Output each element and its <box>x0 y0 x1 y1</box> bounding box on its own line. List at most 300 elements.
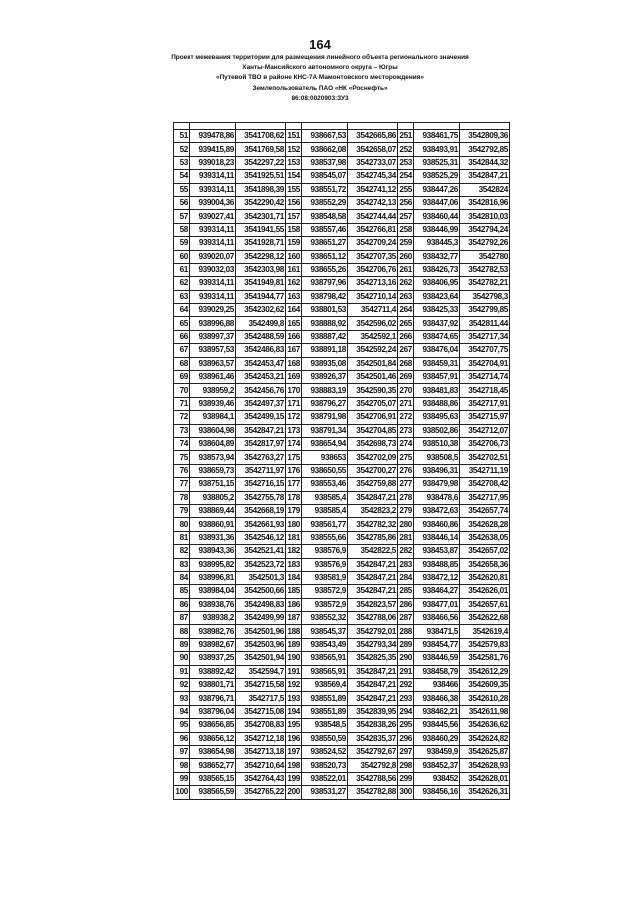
x-coordinate-cell: 938957,53 <box>190 344 236 357</box>
point-number-cell: 61 <box>174 263 190 276</box>
x-coordinate-cell: 938445,3 <box>414 237 460 250</box>
y-coordinate-cell: 3542742,13 <box>348 196 398 209</box>
x-coordinate-cell: 938425,33 <box>414 304 460 317</box>
point-number-cell: 68 <box>174 357 190 370</box>
y-coordinate-cell: 3542624,82 <box>460 732 510 745</box>
x-coordinate-cell: 938576,9 <box>302 558 348 571</box>
point-number-cell: 263 <box>398 290 414 303</box>
table-row <box>174 545 510 558</box>
header-cell <box>460 123 510 130</box>
x-coordinate-cell: 939020,07 <box>190 250 236 263</box>
x-coordinate-cell: 939027,41 <box>190 210 236 223</box>
point-number-cell: 266 <box>398 330 414 343</box>
y-coordinate-cell: 3542499,8 <box>236 317 286 330</box>
point-number-cell: 180 <box>286 518 302 531</box>
x-coordinate-cell: 938495,63 <box>414 411 460 424</box>
y-coordinate-cell: 3542708,83 <box>236 719 286 732</box>
x-coordinate-cell: 938656,12 <box>190 732 236 745</box>
y-coordinate-cell: 3542710,64 <box>236 759 286 772</box>
y-coordinate-cell: 3542594,7 <box>236 665 286 678</box>
x-coordinate-cell: 938537,98 <box>302 156 348 169</box>
point-number-cell: 285 <box>398 585 414 598</box>
y-coordinate-cell: 3542794,24 <box>460 223 510 236</box>
point-number-cell: 55 <box>174 183 190 196</box>
x-coordinate-cell: 938995,82 <box>190 558 236 571</box>
y-coordinate-cell: 3542710,14 <box>348 290 398 303</box>
point-number-cell: 95 <box>174 719 190 732</box>
x-coordinate-cell: 938943,36 <box>190 545 236 558</box>
point-number-cell: 97 <box>174 745 190 758</box>
point-number-cell: 259 <box>398 237 414 250</box>
y-coordinate-cell: 3542824 <box>460 183 510 196</box>
header-line-land-user: Землепользователь ПАО «НК «Роснефть» <box>252 84 388 92</box>
point-number-cell: 157 <box>286 210 302 223</box>
x-coordinate-cell: 938452 <box>414 772 460 785</box>
x-coordinate-cell: 938459,9 <box>414 745 460 758</box>
y-coordinate-cell: 3542622,68 <box>460 612 510 625</box>
y-coordinate-cell: 3542501,46 <box>348 371 398 384</box>
y-coordinate-cell: 3542628,93 <box>460 759 510 772</box>
point-number-cell: 292 <box>398 679 414 692</box>
y-coordinate-cell: 3542822,5 <box>348 545 398 558</box>
x-coordinate-cell: 938651,27 <box>302 237 348 250</box>
y-coordinate-cell: 3542707,75 <box>460 344 510 357</box>
table-row <box>174 598 510 611</box>
point-number-cell: 156 <box>286 196 302 209</box>
point-number-cell: 167 <box>286 344 302 357</box>
point-number-cell: 196 <box>286 732 302 745</box>
x-coordinate-cell: 938550,59 <box>302 732 348 745</box>
point-number-cell: 96 <box>174 732 190 745</box>
x-coordinate-cell: 938472,12 <box>414 571 460 584</box>
point-number-cell: 162 <box>286 277 302 290</box>
point-number-cell: 85 <box>174 585 190 598</box>
point-number-cell: 274 <box>398 437 414 450</box>
point-number-cell: 59 <box>174 237 190 250</box>
x-coordinate-cell: 938892,42 <box>190 665 236 678</box>
y-coordinate-cell: 3542835,37 <box>348 732 398 745</box>
y-coordinate-cell: 3542297,22 <box>236 156 286 169</box>
point-number-cell: 67 <box>174 344 190 357</box>
point-number-cell: 74 <box>174 437 190 450</box>
x-coordinate-cell: 938479,98 <box>414 478 460 491</box>
y-coordinate-cell: 3542847,21 <box>348 679 398 692</box>
x-coordinate-cell: 938667,53 <box>302 130 348 143</box>
y-coordinate-cell: 3542700,27 <box>348 464 398 477</box>
y-coordinate-cell: 3542798,3 <box>460 290 510 303</box>
x-coordinate-cell: 938502,86 <box>414 424 460 437</box>
x-coordinate-cell: 939314,11 <box>190 183 236 196</box>
x-coordinate-cell: 938961,46 <box>190 371 236 384</box>
table-row <box>174 518 510 531</box>
point-number-cell: 175 <box>286 451 302 464</box>
y-coordinate-cell: 3542745,34 <box>348 170 398 183</box>
header-line-object: «Путевой ТВО в районе КНС-7А Мамонтовского месторождения» <box>215 74 424 82</box>
y-coordinate-cell: 3542825,35 <box>348 652 398 665</box>
x-coordinate-cell: 938565,59 <box>190 786 236 799</box>
y-coordinate-cell: 3542793,34 <box>348 638 398 651</box>
point-number-cell: 56 <box>174 196 190 209</box>
point-number-cell: 84 <box>174 571 190 584</box>
y-coordinate-cell: 3542592,1 <box>348 330 398 343</box>
x-coordinate-cell: 938458,79 <box>414 665 460 678</box>
x-coordinate-cell: 938446,59 <box>414 652 460 665</box>
point-number-cell: 289 <box>398 638 414 651</box>
y-coordinate-cell: 3542668,19 <box>236 504 286 517</box>
y-coordinate-cell: 3542456,76 <box>236 384 286 397</box>
point-number-cell: 87 <box>174 612 190 625</box>
table-row <box>174 344 510 357</box>
y-coordinate-cell: 3542839,95 <box>348 705 398 718</box>
x-coordinate-cell: 938984,1 <box>190 411 236 424</box>
x-coordinate-cell: 938565,15 <box>190 772 236 785</box>
x-coordinate-cell: 938572,9 <box>302 585 348 598</box>
y-coordinate-cell: 3542704,85 <box>348 424 398 437</box>
x-coordinate-cell: 938888,92 <box>302 317 348 330</box>
x-coordinate-cell: 938565,91 <box>302 665 348 678</box>
table-row <box>174 504 510 517</box>
point-number-cell: 72 <box>174 411 190 424</box>
point-number-cell: 194 <box>286 705 302 718</box>
point-number-cell: 89 <box>174 638 190 651</box>
x-coordinate-cell: 939029,25 <box>190 304 236 317</box>
point-number-cell: 261 <box>398 263 414 276</box>
x-coordinate-cell: 939478,86 <box>190 130 236 143</box>
table-row <box>174 397 510 410</box>
x-coordinate-cell: 938796,27 <box>302 397 348 410</box>
x-coordinate-cell: 938524,52 <box>302 745 348 758</box>
y-coordinate-cell: 3542847,21 <box>348 692 398 705</box>
y-coordinate-cell: 3542847,21 <box>460 170 510 183</box>
y-coordinate-cell: 3542780 <box>460 250 510 263</box>
x-coordinate-cell: 938801,71 <box>190 679 236 692</box>
point-number-cell: 169 <box>286 371 302 384</box>
point-number-cell: 90 <box>174 652 190 665</box>
x-coordinate-cell: 938548,5 <box>302 719 348 732</box>
point-number-cell: 267 <box>398 344 414 357</box>
x-coordinate-cell: 938581,9 <box>302 571 348 584</box>
y-coordinate-cell: 3541949,81 <box>236 277 286 290</box>
y-coordinate-cell: 3542712,18 <box>236 732 286 745</box>
y-coordinate-cell: 3542498,83 <box>236 598 286 611</box>
point-number-cell: 296 <box>398 732 414 745</box>
point-number-cell: 100 <box>174 786 190 799</box>
table-row <box>174 196 510 209</box>
point-number-cell: 178 <box>286 491 302 504</box>
y-coordinate-cell: 3542628,01 <box>460 772 510 785</box>
table-row <box>174 772 510 785</box>
x-coordinate-cell: 938585,4 <box>302 491 348 504</box>
y-coordinate-cell: 3542765,22 <box>236 786 286 799</box>
x-coordinate-cell: 938481,83 <box>414 384 460 397</box>
header-line-cadastral-number: 86:08:0020903:ЗУ3 <box>291 94 349 102</box>
y-coordinate-cell: 3542698,73 <box>348 437 398 450</box>
y-coordinate-cell: 3542713,18 <box>236 745 286 758</box>
point-number-cell: 193 <box>286 692 302 705</box>
x-coordinate-cell: 938553,46 <box>302 478 348 491</box>
y-coordinate-cell: 3542816,96 <box>460 196 510 209</box>
x-coordinate-cell: 938476,04 <box>414 344 460 357</box>
table-row <box>174 652 510 665</box>
x-coordinate-cell: 938926,37 <box>302 371 348 384</box>
table-row <box>174 585 510 598</box>
table-row <box>174 183 510 196</box>
y-coordinate-cell: 3542612,29 <box>460 665 510 678</box>
point-number-cell: 252 <box>398 143 414 156</box>
x-coordinate-cell: 938653 <box>302 451 348 464</box>
y-coordinate-cell: 3542521,41 <box>236 545 286 558</box>
point-number-cell: 198 <box>286 759 302 772</box>
y-coordinate-cell: 3542581,76 <box>460 652 510 665</box>
y-coordinate-cell: 3542715,97 <box>460 411 510 424</box>
y-coordinate-cell: 3542657,74 <box>460 504 510 517</box>
y-coordinate-cell: 3542706,73 <box>460 437 510 450</box>
point-number-cell: 256 <box>398 196 414 209</box>
x-coordinate-cell: 938791,98 <box>302 411 348 424</box>
point-number-cell: 298 <box>398 759 414 772</box>
x-coordinate-cell: 938860,91 <box>190 518 236 531</box>
header-cell <box>302 123 348 130</box>
y-coordinate-cell: 3542657,61 <box>460 598 510 611</box>
y-coordinate-cell: 3542501,96 <box>236 625 286 638</box>
y-coordinate-cell: 3542792,01 <box>348 625 398 638</box>
point-number-cell: 168 <box>286 357 302 370</box>
y-coordinate-cell: 3542847,21 <box>348 665 398 678</box>
x-coordinate-cell: 938959,2 <box>190 384 236 397</box>
x-coordinate-cell: 938569,4 <box>302 679 348 692</box>
x-coordinate-cell: 938655,26 <box>302 263 348 276</box>
x-coordinate-cell: 938466 <box>414 679 460 692</box>
table-row <box>174 263 510 276</box>
point-number-cell: 151 <box>286 130 302 143</box>
header-line-project: Проект межевания территории для размещения линейного объекта регионального значения <box>171 54 469 61</box>
x-coordinate-cell: 938454,77 <box>414 638 460 651</box>
x-coordinate-cell: 939314,11 <box>190 237 236 250</box>
y-coordinate-cell: 3542715,58 <box>236 679 286 692</box>
y-coordinate-cell: 3542546,12 <box>236 531 286 544</box>
table-row <box>174 143 510 156</box>
point-number-cell: 99 <box>174 772 190 785</box>
point-number-cell: 182 <box>286 545 302 558</box>
point-number-cell: 94 <box>174 705 190 718</box>
table-row <box>174 612 510 625</box>
x-coordinate-cell: 938406,95 <box>414 277 460 290</box>
y-coordinate-cell: 3542810,03 <box>460 210 510 223</box>
x-coordinate-cell: 938493,91 <box>414 143 460 156</box>
x-coordinate-cell: 938548,58 <box>302 210 348 223</box>
y-coordinate-cell: 3542301,71 <box>236 210 286 223</box>
point-number-cell: 177 <box>286 478 302 491</box>
y-coordinate-cell: 3542665,86 <box>348 130 398 143</box>
y-coordinate-cell: 3542499,15 <box>236 411 286 424</box>
x-coordinate-cell: 939415,89 <box>190 143 236 156</box>
y-coordinate-cell: 3542717,95 <box>460 491 510 504</box>
x-coordinate-cell: 938459,31 <box>414 357 460 370</box>
point-number-cell: 257 <box>398 210 414 223</box>
y-coordinate-cell: 3542838,26 <box>348 719 398 732</box>
y-coordinate-cell: 3542501,84 <box>348 357 398 370</box>
x-coordinate-cell: 938557,46 <box>302 223 348 236</box>
point-number-cell: 264 <box>398 304 414 317</box>
point-number-cell: 297 <box>398 745 414 758</box>
x-coordinate-cell: 938453,87 <box>414 545 460 558</box>
x-coordinate-cell: 938466,56 <box>414 612 460 625</box>
point-number-cell: 270 <box>398 384 414 397</box>
y-coordinate-cell: 3542844,32 <box>460 156 510 169</box>
x-coordinate-cell: 938447,26 <box>414 183 460 196</box>
point-number-cell: 161 <box>286 263 302 276</box>
x-coordinate-cell: 938798,42 <box>302 290 348 303</box>
x-coordinate-cell: 938938,2 <box>190 612 236 625</box>
point-number-cell: 83 <box>174 558 190 571</box>
y-coordinate-cell: 3542658,36 <box>460 558 510 571</box>
x-coordinate-cell: 938472,63 <box>414 504 460 517</box>
point-number-cell: 73 <box>174 424 190 437</box>
point-number-cell: 154 <box>286 170 302 183</box>
point-number-cell: 70 <box>174 384 190 397</box>
point-number-cell: 152 <box>286 143 302 156</box>
point-number-cell: 299 <box>398 772 414 785</box>
x-coordinate-cell: 938797,96 <box>302 277 348 290</box>
x-coordinate-cell: 938525,31 <box>414 156 460 169</box>
point-number-cell: 176 <box>286 464 302 477</box>
point-number-cell: 283 <box>398 558 414 571</box>
y-coordinate-cell: 3542712,07 <box>460 424 510 437</box>
table-row <box>174 719 510 732</box>
point-number-cell: 71 <box>174 397 190 410</box>
point-number-cell: 184 <box>286 571 302 584</box>
y-coordinate-cell: 3542500,66 <box>236 585 286 598</box>
y-coordinate-cell: 3542715,08 <box>236 705 286 718</box>
point-number-cell: 174 <box>286 437 302 450</box>
y-coordinate-cell: 3542499,99 <box>236 612 286 625</box>
y-coordinate-cell: 3542717,5 <box>236 692 286 705</box>
point-number-cell: 66 <box>174 330 190 343</box>
point-number-cell: 255 <box>398 183 414 196</box>
y-coordinate-cell: 3542625,87 <box>460 745 510 758</box>
y-coordinate-cell: 3542708,42 <box>460 478 510 491</box>
y-coordinate-cell: 3542626,31 <box>460 786 510 799</box>
y-coordinate-cell: 3542453,21 <box>236 371 286 384</box>
x-coordinate-cell: 938446,14 <box>414 531 460 544</box>
y-coordinate-cell: 3542705,07 <box>348 397 398 410</box>
table-row <box>174 491 510 504</box>
table-row <box>174 371 510 384</box>
y-coordinate-cell: 3542792,85 <box>460 143 510 156</box>
x-coordinate-cell: 938525,29 <box>414 170 460 183</box>
point-number-cell: 75 <box>174 451 190 464</box>
x-coordinate-cell: 938565,91 <box>302 652 348 665</box>
x-coordinate-cell: 938545,07 <box>302 170 348 183</box>
header-cell <box>398 123 414 130</box>
y-coordinate-cell: 3542453,47 <box>236 357 286 370</box>
x-coordinate-cell: 938478,6 <box>414 491 460 504</box>
y-coordinate-cell: 3542744,44 <box>348 210 398 223</box>
point-number-cell: 190 <box>286 652 302 665</box>
table-row <box>174 745 510 758</box>
y-coordinate-cell: 3542782,32 <box>348 518 398 531</box>
x-coordinate-cell: 939314,11 <box>190 223 236 236</box>
point-number-cell: 185 <box>286 585 302 598</box>
table-row <box>174 156 510 169</box>
x-coordinate-cell: 938791,34 <box>302 424 348 437</box>
table-row <box>174 250 510 263</box>
y-coordinate-cell: 3542620,81 <box>460 571 510 584</box>
point-number-cell: 80 <box>174 518 190 531</box>
point-number-cell: 199 <box>286 772 302 785</box>
x-coordinate-cell: 939314,11 <box>190 290 236 303</box>
point-number-cell: 62 <box>174 277 190 290</box>
point-number-cell: 286 <box>398 598 414 611</box>
point-number-cell: 158 <box>286 223 302 236</box>
point-number-cell: 163 <box>286 290 302 303</box>
point-number-cell: 52 <box>174 143 190 156</box>
table-row <box>174 130 510 143</box>
y-coordinate-cell: 3542717,91 <box>460 397 510 410</box>
y-coordinate-cell: 3542290,42 <box>236 196 286 209</box>
table-row <box>174 625 510 638</box>
point-number-cell: 76 <box>174 464 190 477</box>
y-coordinate-cell: 3541944,77 <box>236 290 286 303</box>
x-coordinate-cell: 938650,55 <box>302 464 348 477</box>
table-row <box>174 558 510 571</box>
point-number-cell: 172 <box>286 411 302 424</box>
y-coordinate-cell: 3542799,85 <box>460 304 510 317</box>
table-row <box>174 759 510 772</box>
point-number-cell: 191 <box>286 665 302 678</box>
x-coordinate-cell: 938462,21 <box>414 705 460 718</box>
x-coordinate-cell: 938423,64 <box>414 290 460 303</box>
y-coordinate-cell: 3542847,21 <box>348 558 398 571</box>
y-coordinate-cell: 3542636,62 <box>460 719 510 732</box>
y-coordinate-cell: 3542847,21 <box>348 571 398 584</box>
y-coordinate-cell: 3542711,19 <box>460 464 510 477</box>
x-coordinate-cell: 938652,77 <box>190 759 236 772</box>
y-coordinate-cell: 3542847,21 <box>348 491 398 504</box>
table-row <box>174 665 510 678</box>
point-number-cell: 92 <box>174 679 190 692</box>
x-coordinate-cell: 939032,03 <box>190 263 236 276</box>
x-coordinate-cell: 938445,56 <box>414 719 460 732</box>
page-number: 164 <box>309 37 331 52</box>
x-coordinate-cell: 938460,86 <box>414 518 460 531</box>
y-coordinate-cell: 3542596,02 <box>348 317 398 330</box>
y-coordinate-cell: 3542823,57 <box>348 598 398 611</box>
x-coordinate-cell: 938464,27 <box>414 585 460 598</box>
x-coordinate-cell: 938520,73 <box>302 759 348 772</box>
table-row <box>174 437 510 450</box>
y-coordinate-cell: 3542523,72 <box>236 558 286 571</box>
point-number-cell: 170 <box>286 384 302 397</box>
x-coordinate-cell: 938982,76 <box>190 625 236 638</box>
point-number-cell: 186 <box>286 598 302 611</box>
x-coordinate-cell: 938883,19 <box>302 384 348 397</box>
point-number-cell: 159 <box>286 237 302 250</box>
point-number-cell: 165 <box>286 317 302 330</box>
point-number-cell: 91 <box>174 665 190 678</box>
point-number-cell: 86 <box>174 598 190 611</box>
point-number-cell: 166 <box>286 330 302 343</box>
x-coordinate-cell: 938437,92 <box>414 317 460 330</box>
y-coordinate-cell: 3542711,97 <box>236 464 286 477</box>
header-cell <box>236 123 286 130</box>
point-number-cell: 268 <box>398 357 414 370</box>
point-number-cell: 273 <box>398 424 414 437</box>
x-coordinate-cell: 938984,04 <box>190 585 236 598</box>
y-coordinate-cell: 3542809,36 <box>460 130 510 143</box>
y-coordinate-cell: 3542610,28 <box>460 692 510 705</box>
x-coordinate-cell: 938488,86 <box>414 397 460 410</box>
